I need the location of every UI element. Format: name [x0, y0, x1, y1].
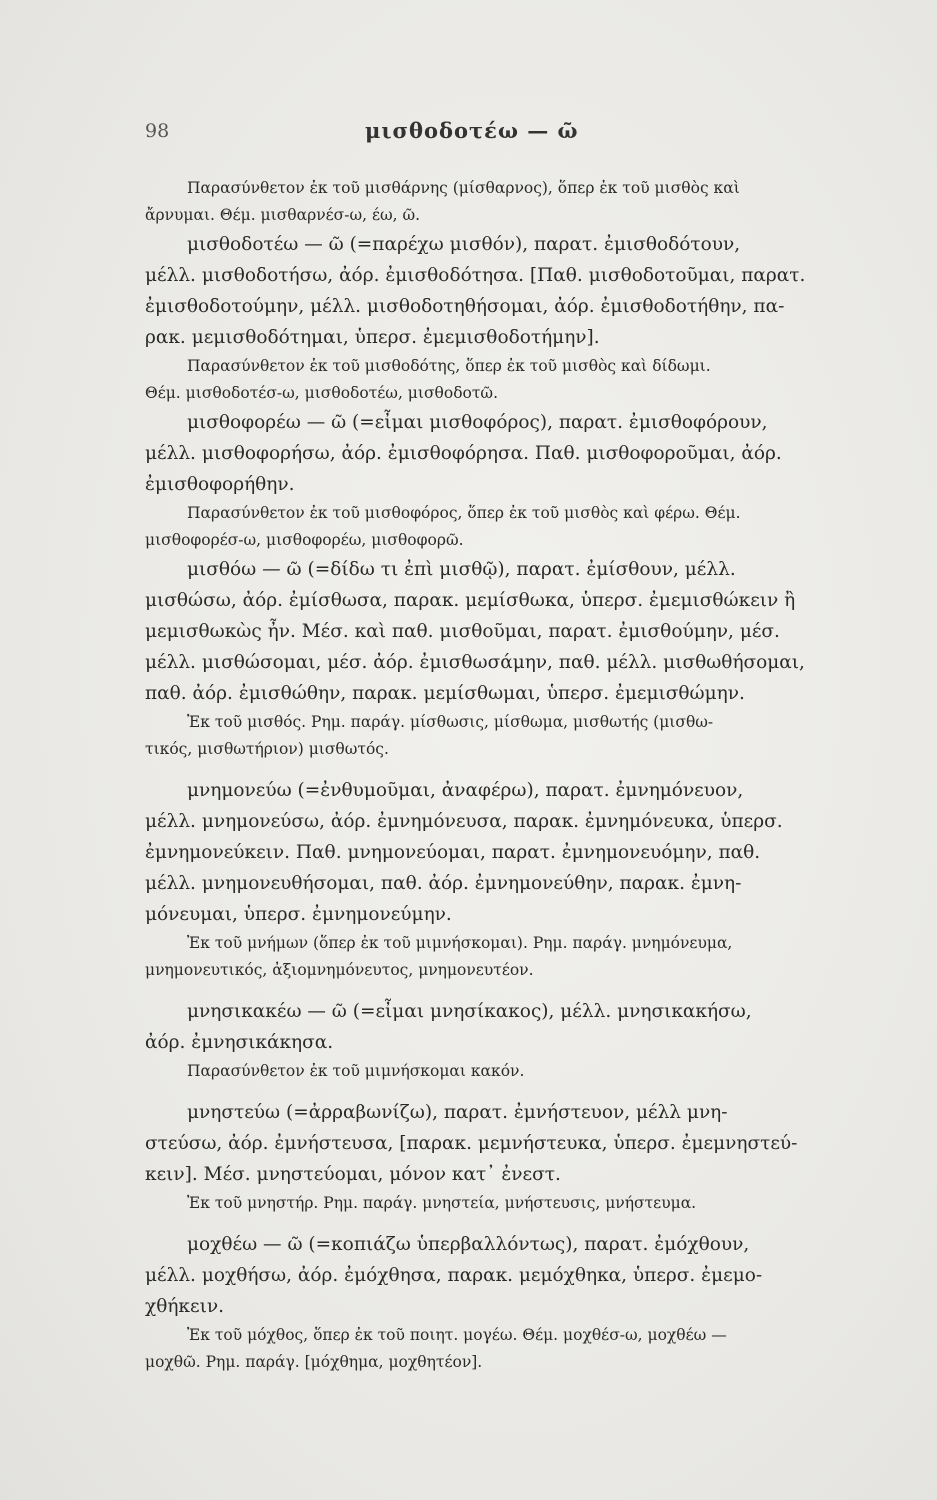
entry-headword-line: μνημονεύω (=ἐνθυμοῦμαι, ἀναφέρω), παρατ. ἐμνημόνευον, [187, 780, 744, 801]
entry-headword-line: μνησικακέω — ῶ (=εἶμαι μνησίκακος), μέλλ. μνησικακήσω, [187, 1001, 752, 1022]
entry-headword-line: μισθόω — ῶ (=δίδω τι ἐπὶ μισθῷ), παρατ. ἐμίσθουν, μέλλ. [187, 559, 736, 580]
text-line: Παρασύνθετον ἐκ τοῦ μιμνήσκομαι κακόν. [187, 1062, 525, 1080]
text-line: παθ. ἀόρ. ἐμισθώθην, παρακ. μεμίσθωμαι, ὑπερσ. ἐμεμισθώμην. [145, 683, 745, 704]
text-line: μνημονευτικός, ἀξιομνημόνευτος, μνημονευτέον. [145, 961, 534, 979]
text-line: Ἐκ τοῦ μνήμων (ὅπερ ἐκ τοῦ μιμνήσκομαι). Ρημ. παράγ. μνημόνευμα, [187, 934, 733, 952]
text-line: Θέμ. μισθοδοτέσ-ω, μισθοδοτέω, μισθοδοτῶ. [145, 384, 498, 402]
text-line: Παρασύνθετον ἐκ τοῦ μισθοδότης, ὅπερ ἐκ τοῦ μισθὸς καὶ δίδωμι. [187, 357, 711, 375]
page-header [145, 120, 795, 150]
text-line: μέλλ. μοχθήσω, ἀόρ. ἐμόχθησα, παρακ. μεμόχθηκα, ὑπερσ. ἐμεμο- [145, 1265, 763, 1286]
text-line: τικός, μισθωτήριον) μισθωτός. [145, 740, 389, 758]
page-number: 98 [145, 120, 170, 142]
text-line: μέλλ. μνημονεύσω, ἀόρ. ἐμνημόνευσα, παρακ. ἐμνημόνευκα, ὑπερσ. [145, 811, 783, 832]
running-head: μισθοδοτέω — ῶ [365, 118, 579, 143]
text-line: ἐμισθοδοτούμην, μέλλ. μισθοδοτηθήσομαι, ἀόρ. ἐμισθοδοτήθην, πα- [145, 296, 785, 317]
text-line: Παρασύνθετον ἐκ τοῦ μισθοφόρος, ὅπερ ἐκ τοῦ μισθὸς καὶ φέρω. Θέμ. [187, 504, 741, 522]
text-line: μέλλ. μισθοδοτήσω, ἀόρ. ἐμισθοδότησα. [Παθ. μισθοδοτοῦμαι, παρατ. [145, 265, 806, 286]
text-line: κειν]. Μέσ. μνηστεύομαι, μόνον κατ᾽ ἐνεστ. [145, 1164, 561, 1185]
text-line: χθήκειν. [145, 1296, 224, 1317]
entry-headword-line: μνηστεύω (=ἀρραβωνίζω), παρατ. ἐμνήστευον, μέλλ μνη- [187, 1102, 728, 1123]
text-line: ἄρνυμαι. Θέμ. μισθαρνέσ-ω, έω, ῶ. [145, 206, 421, 224]
text-line: μέλλ. μισθώσομαι, μέσ. ἀόρ. ἐμισθωσάμην, παθ. μέλλ. μισθωθήσομαι, [145, 652, 805, 673]
text-line: μισθοφορέσ-ω, μισθοφορέω, μισθοφορῶ. [145, 531, 464, 549]
text-line: μέλλ. μισθοφορήσω, ἀόρ. ἐμισθοφόρησα. Παθ. μισθοφοροῦμαι, ἀόρ. [145, 443, 782, 464]
text-line: Παρασύνθετον ἐκ τοῦ μισθάρνης (μίσθαρνος), ὅπερ ἐκ τοῦ μισθὸς καὶ [187, 179, 740, 197]
entry-headword-line: μισθοδοτέω — ῶ (=παρέχω μισθόν), παρατ. ἐμισθοδότουν, [187, 234, 741, 255]
text-line: μοχθῶ. Ρημ. παράγ. [μόχθημα, μοχθητέον]. [145, 1353, 483, 1371]
text-line: Ἐκ τοῦ μισθός. Ρημ. παράγ. μίσθωσις, μίσθωμα, μισθωτής (μισθω- [187, 713, 714, 731]
page-body [145, 175, 915, 1376]
text-line: μισθώσω, ἀόρ. ἐμίσθωσα, παρακ. μεμίσθωκα, ὑπερσ. ἐμεμισθώκειν ἢ [145, 590, 796, 611]
entry-headword-line: μισθοφορέω — ῶ (=εἶμαι μισθοφόρος), παρατ. ἐμισθοφόρουν, [187, 412, 768, 433]
text-line: Ἐκ τοῦ μόχθος, ὅπερ ἐκ τοῦ ποιητ. μογέω. Θέμ. μοχθέσ-ω, μοχθέω — [187, 1326, 727, 1344]
text-line: ἐμνημονεύκειν. Παθ. μνημονεύομαι, παρατ. ἐμνημονευόμην, παθ. [145, 842, 761, 863]
text-line: ρακ. μεμισθοδότημαι, ὑπερσ. ἐμεμισθοδοτήμην]. [145, 327, 600, 348]
text-line: μόνευμαι, ὑπερσ. ἐμνημονεύμην. [145, 904, 452, 925]
text-line: ἐμισθοφορήθην. [145, 474, 295, 495]
text-line: Ἐκ τοῦ μνηστήρ. Ρημ. παράγ. μνηστεία, μνήστευσις, μνήστευμα. [187, 1194, 697, 1212]
text-line: στεύσω, ἀόρ. ἐμνήστευσα, [παρακ. μεμνήστευκα, ὑπερσ. ἐμεμνηστεύ- [145, 1133, 798, 1154]
text-line: ἀόρ. ἐμνησικάκησα. [145, 1032, 334, 1053]
entry-headword-line: μοχθέω — ῶ (=κοπιάζω ὑπερβαλλόντως), παρατ. ἐμόχθουν, [187, 1234, 750, 1255]
text-line: μεμισθωκὼς ἦν. Μέσ. καὶ παθ. μισθοῦμαι, παρατ. ἐμισθούμην, μέσ. [145, 621, 780, 642]
text-line: μέλλ. μνημονευθήσομαι, παθ. ἀόρ. ἐμνημονεύθην, παρακ. ἐμνη- [145, 873, 742, 894]
